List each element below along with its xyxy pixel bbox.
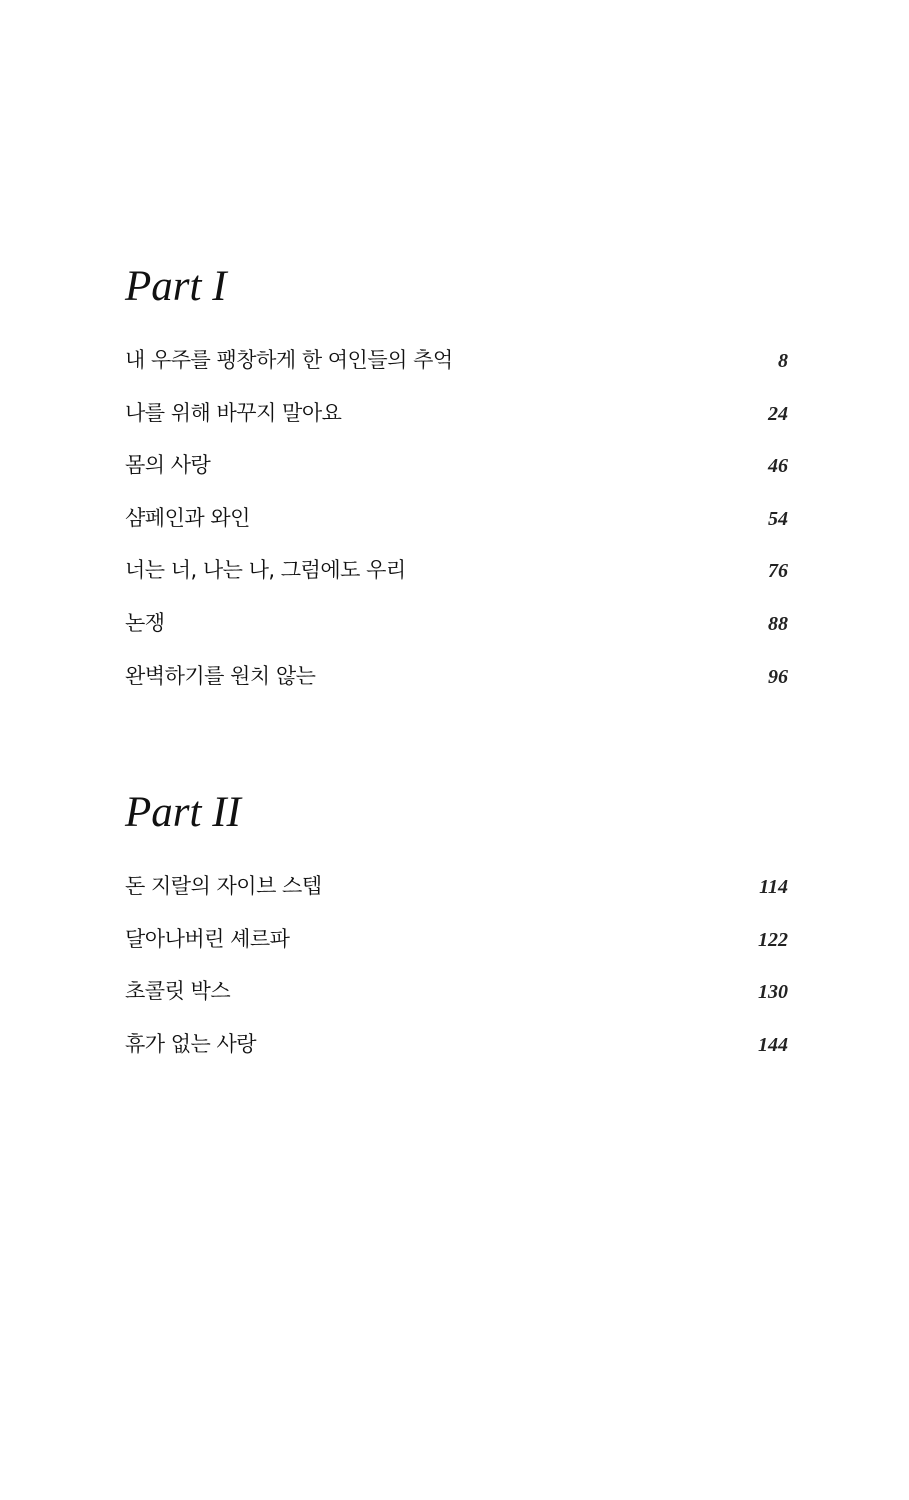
part-2-section: [125, 788, 788, 1081]
entry-page-number: 76: [768, 560, 788, 583]
toc-entry[interactable]: [125, 661, 788, 714]
entry-title: 돈 지랄의 자이브 스텝: [125, 874, 322, 898]
entry-page-number: 96: [768, 665, 788, 688]
part-title: Part II: [125, 789, 241, 836]
entry-page-number: 8: [778, 350, 788, 372]
toc-entry[interactable]: [125, 398, 788, 451]
entry-title: 나를 위해 바꾸지 말아요: [125, 400, 342, 425]
toc-entry[interactable]: [125, 871, 788, 924]
entry-title: 몸의 사랑: [125, 453, 211, 478]
toc-entry[interactable]: [125, 608, 788, 661]
entry-page-number: 130: [758, 981, 788, 1004]
entry-title: 너는 너, 나는 나, 그럼에도 우리: [125, 558, 406, 583]
entry-page-number: 54: [768, 507, 788, 530]
entry-title: 달아나버린 셰르파: [125, 926, 290, 951]
entry-title: 샴페인과 와인: [125, 505, 250, 530]
entry-page-number: 46: [768, 455, 788, 478]
toc-entry[interactable]: [125, 345, 788, 398]
entry-page-number: 144: [758, 1033, 788, 1056]
entry-title: 초콜릿 박스: [125, 979, 231, 1004]
toc-entry[interactable]: [125, 450, 788, 503]
entry-title: 완벽하기를 원치 않는: [125, 663, 316, 688]
entry-list: [125, 871, 788, 1081]
entry-title: 내 우주를 팽창하게 한 여인들의 추억: [125, 348, 453, 372]
entry-title: 논쟁: [125, 610, 165, 635]
part-1-section: [125, 262, 788, 713]
entry-page-number: 88: [768, 612, 788, 635]
toc-entry[interactable]: [125, 976, 788, 1029]
entry-title: 휴가 없는 사랑: [125, 1031, 257, 1056]
toc-entry[interactable]: [125, 555, 788, 608]
entry-list: [125, 345, 788, 713]
entry-page-number: 24: [768, 402, 788, 425]
toc-entry[interactable]: [125, 924, 788, 977]
toc-entry[interactable]: [125, 1029, 788, 1082]
entry-page-number: 114: [759, 876, 788, 898]
part-title: Part I: [125, 263, 227, 310]
entry-page-number: 122: [758, 928, 788, 951]
toc-entry[interactable]: [125, 503, 788, 556]
